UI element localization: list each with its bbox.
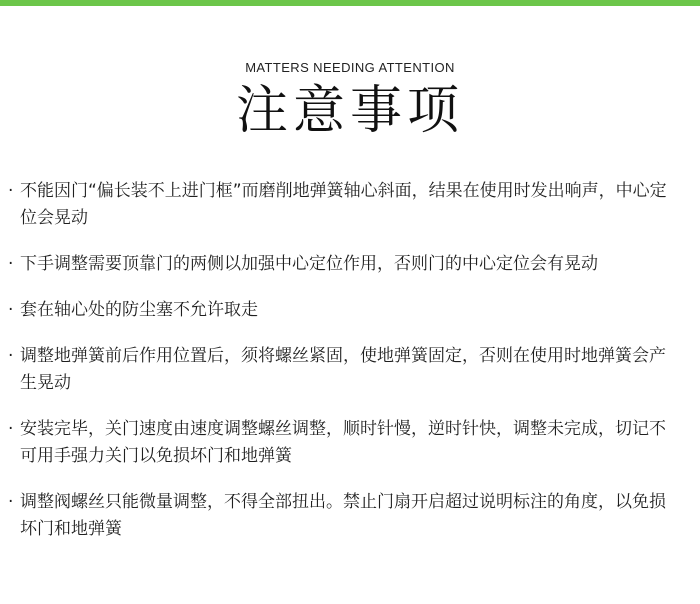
note-text: 安装完毕，关门速度由速度调整螺丝调整，顺时针慢，逆时针快，调整未完成，切记不可用手强力关门以免损坏门和地弹簧 (20, 419, 666, 466)
note-item-5 (8, 416, 668, 470)
bullet-dot: · (8, 346, 14, 366)
bullet-dot: · (8, 300, 14, 320)
bullet-dot: · (8, 492, 14, 512)
note-item-4 (8, 343, 668, 397)
note-text: 调整地弹簧前后作用位置后，须将螺丝紧固，使地弹簧固定，否则在使用时地弹簧会产生晃动 (20, 346, 666, 393)
bullet-dot: · (8, 254, 14, 274)
note-item-2 (8, 251, 668, 278)
page-title: 注意事项 (235, 81, 464, 141)
note-item-6 (8, 489, 668, 543)
bullet-dot: · (8, 419, 14, 439)
bullet-dot: · (8, 181, 14, 201)
note-item-3 (8, 297, 668, 324)
note-item-1 (8, 178, 668, 232)
note-text: 套在轴心处的防尘塞不允许取走 (20, 300, 258, 320)
top-accent-bar (0, 0, 700, 6)
note-text: 不能因门“偏长装不上进门框”而磨削地弹簧轴心斜面，结果在使用时发出响声，中心定位会晃动 (20, 181, 667, 228)
notes-list (8, 178, 668, 562)
section-subtitle: MATTERS NEEDING ATTENTION (245, 60, 455, 75)
note-text: 调整阀螺丝只能微量调整，不得全部扭出。禁止门扇开启超过说明标注的角度，以免损坏门和地弹簧 (20, 492, 666, 539)
note-text: 下手调整需要顶靠门的两侧以加强中心定位作用，否则门的中心定位会有晃动 (20, 254, 598, 274)
